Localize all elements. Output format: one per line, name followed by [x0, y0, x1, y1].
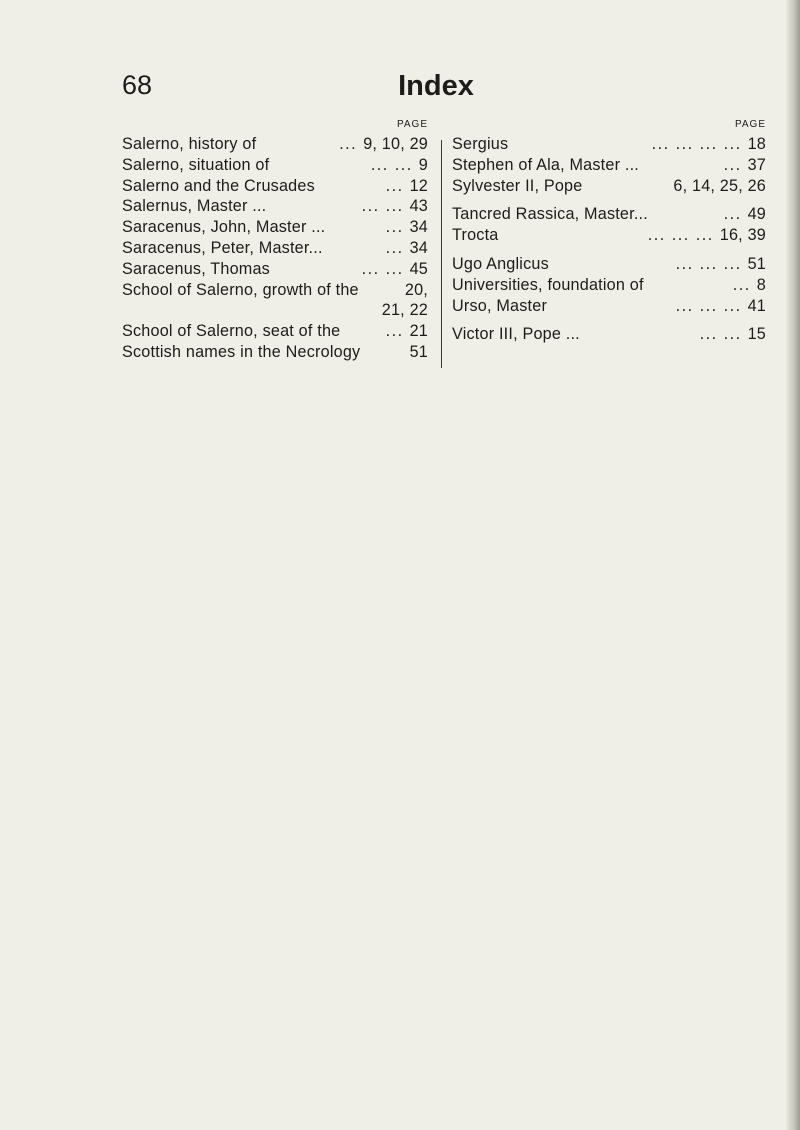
index-entry: [452, 155, 766, 176]
leader-dots: ... ...: [361, 197, 404, 216]
entry-name: Salernus, Master ...: [122, 197, 267, 216]
index-entry: [122, 134, 428, 155]
page-column-header: PAGE: [734, 119, 766, 130]
index-entry: [122, 259, 428, 280]
entry-name: Stephen of Ala, Master ...: [452, 155, 639, 174]
entry-group-gap: [452, 316, 766, 324]
entry-group-gap: [452, 246, 766, 254]
index-entry: [452, 204, 766, 225]
leader-dots: ... ...: [699, 325, 742, 344]
leader-dots: ... ...: [370, 155, 413, 174]
entry-pages: 6, 14, 25, 26: [673, 176, 766, 195]
index-entry: [122, 155, 428, 176]
index-entry: [122, 321, 428, 342]
index-entry: [452, 275, 766, 296]
leader-dots: ... ... ...: [675, 254, 742, 273]
entry-group-gap: [452, 196, 766, 204]
entry-name: Sylvester II, Pope: [452, 176, 583, 195]
index-column-right: [452, 116, 766, 345]
page-column-header: PAGE: [396, 119, 428, 130]
entry-pages: 18: [747, 135, 766, 153]
entry-name: Universities, foundation of: [452, 275, 644, 294]
entry-name: School of Salerno, seat of the: [122, 322, 341, 341]
leader-dots: ... ... ... ...: [651, 135, 742, 153]
column-divider: [441, 140, 442, 368]
leader-dots: ... ...: [361, 259, 404, 278]
entry-name: Saracenus, John, Master ...: [122, 218, 326, 237]
entry-name: Scottish names in the Necrology: [122, 342, 361, 361]
leader-dots: ... ... ...: [675, 296, 742, 315]
index-entry: [452, 324, 766, 345]
entry-pages: 9, 10, 29: [363, 135, 428, 153]
entry-name: Tancred Rassica, Master...: [452, 205, 648, 224]
entry-name: Salerno and the Crusades: [122, 176, 315, 195]
entry-name: Urso, Master: [452, 296, 548, 315]
index-entry: [122, 196, 428, 217]
leader-dots: ...: [385, 322, 404, 341]
entry-pages: 37: [747, 155, 766, 174]
leader-dots: ...: [385, 176, 404, 195]
entry-name: Salerno, history of: [122, 135, 257, 153]
entry-name: Sergius: [452, 135, 509, 153]
index-entry: [452, 254, 766, 275]
leader-dots: ...: [723, 205, 742, 224]
leader-dots: ...: [385, 238, 404, 257]
entry-name: Saracenus, Thomas: [122, 259, 270, 278]
entry-name: Salerno, situation of: [122, 155, 270, 174]
entry-pages: 34: [409, 238, 428, 257]
leader-dots: ...: [385, 218, 404, 237]
entry-pages: 9: [418, 155, 428, 174]
index-entry: [122, 280, 428, 301]
index-entry: [452, 134, 766, 155]
entry-name: Saracenus, Peter, Master...: [122, 238, 323, 257]
page-edge-shadow: [786, 0, 800, 1130]
leader-dots: ... ... ...: [647, 226, 714, 245]
entry-pages: 8: [756, 275, 766, 294]
entry-pages: 51: [747, 254, 766, 273]
leader-dots: ...: [732, 275, 751, 294]
entry-pages: 20,: [404, 280, 428, 299]
leader-dots: ...: [723, 155, 742, 174]
page-title: Index: [398, 70, 474, 102]
entry-name: Trocta: [452, 226, 499, 245]
entry-pages: 12: [409, 176, 428, 195]
entry-pages: 43: [409, 197, 428, 216]
index-entry: [122, 342, 428, 363]
index-entry: [452, 176, 766, 197]
entry-pages: 16, 39: [719, 226, 766, 245]
entry-pages: 41: [747, 296, 766, 315]
entry-pages: 49: [747, 205, 766, 224]
index-entry: [122, 176, 428, 197]
entry-pages: 15: [747, 325, 766, 344]
index-entry: [452, 225, 766, 246]
entry-name: School of Salerno, growth of the: [122, 280, 359, 299]
entry-pages: 21: [409, 322, 428, 341]
entry-pages: 45: [409, 259, 428, 278]
index-entry: [122, 238, 428, 259]
page-number: 68: [122, 70, 153, 100]
entry-pages: 51: [409, 342, 428, 361]
entry-pages-continuation: 21, 22: [381, 301, 428, 320]
entry-pages: 34: [409, 218, 428, 237]
index-entry: [122, 217, 428, 238]
entry-name: Victor III, Pope ...: [452, 325, 580, 344]
leader-dots: ...: [339, 135, 358, 153]
index-column-left: [122, 116, 428, 363]
entry-name: Ugo Anglicus: [452, 254, 549, 273]
index-entry: [452, 296, 766, 317]
